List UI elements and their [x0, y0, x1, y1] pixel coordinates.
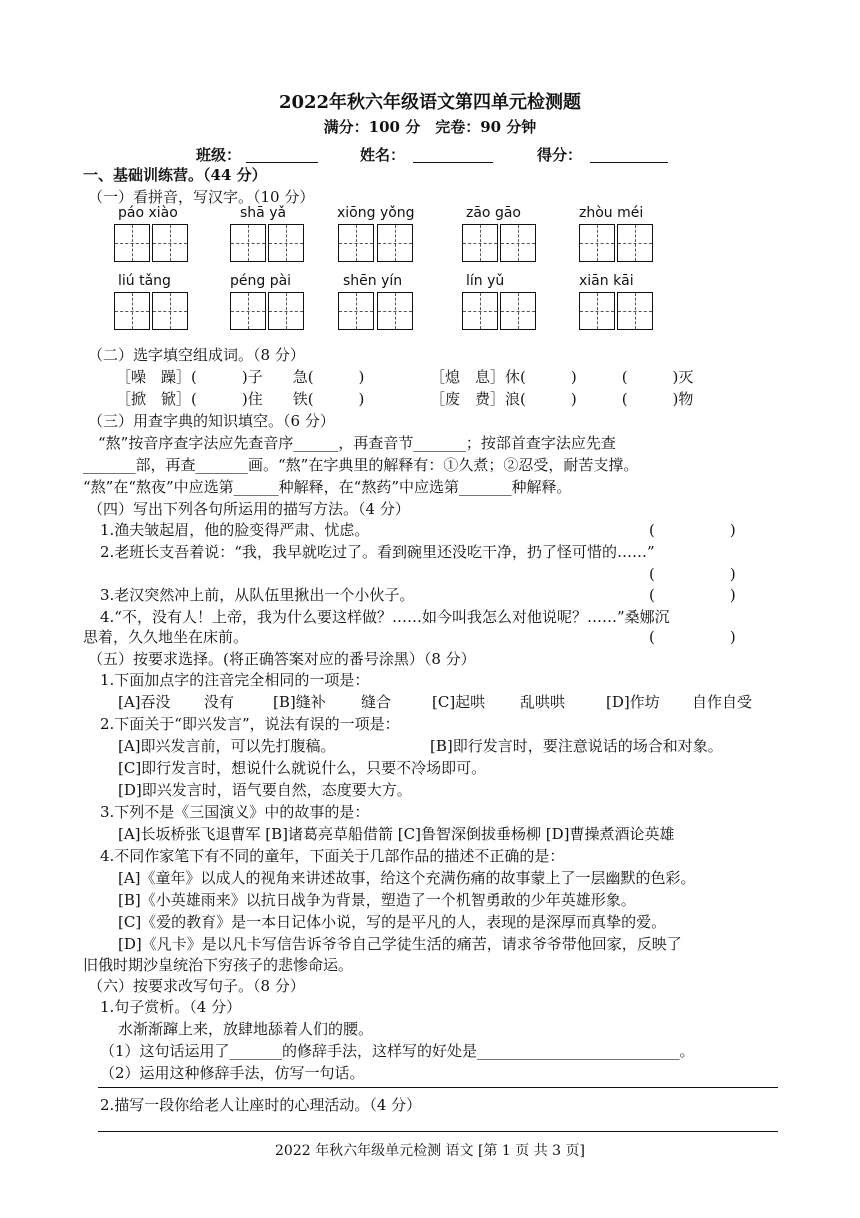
char-box[interactable] [377, 292, 413, 330]
class-field[interactable] [246, 148, 318, 163]
mc-option[interactable]: [B]《小英雄雨来》以抗日战争为背景，塑造了一个机智勇敢的少年英雄形象。 [118, 891, 636, 909]
dictionary-text: _______部，再查_______画。“熬”在字典里的解释有：①久煮；②忍受，耐苦支撑。 [83, 456, 639, 474]
answer-line[interactable] [98, 1087, 778, 1088]
char-box[interactable] [152, 224, 188, 262]
char-box[interactable] [268, 292, 304, 330]
part6-heading: （六）按要求改写句子。（8 分） [88, 977, 305, 995]
part2-heading: （二）选字填空组成词。（8 分） [88, 346, 305, 364]
mc-option-cont: 旧俄时期沙皇统治下穷孩子的悲惨命运。 [83, 956, 354, 974]
mc-option[interactable]: [D]即兴发言时，语气要自然，态度要大方。 [118, 781, 412, 799]
section-heading: 一、基础训练营。（44 分） [83, 166, 267, 184]
mc-option-word: 缝合 [361, 693, 392, 711]
sub-question: 2.描写一段你给老人让座时的心理活动。（4 分） [100, 1096, 422, 1114]
char-box[interactable] [462, 292, 498, 330]
fill-item: ［掀 锨］( )住 铁( ) [116, 390, 365, 408]
answer-parentheses[interactable]: ( ) [649, 628, 736, 646]
mc-option-word: 自作自受 [692, 693, 753, 711]
pinyin-label: xiān kāi [579, 273, 634, 289]
fill-item: ［噪 躁］( )子 急( ) [116, 368, 365, 386]
char-box[interactable] [462, 224, 498, 262]
mc-question: 4.不同作家笔下有不同的童年，下面关于几部作品的描述不正确的是： [100, 847, 565, 865]
char-box[interactable] [152, 292, 188, 330]
char-box[interactable] [377, 224, 413, 262]
part3-heading: （三）用查字典的知识填空。（6 分） [88, 412, 335, 430]
score-label: 得分： [537, 146, 583, 164]
pinyin-label: xiōng yǒng [337, 205, 415, 221]
question-sentence: 1.渔夫皱起眉，他的脸变得严肃、忧虑。 [100, 521, 370, 539]
mc-option[interactable]: [D]《凡卡》是以凡卡写信告诉爷爷自己学徒生活的痛苦，请求爷爷带他回家，反映了 [118, 935, 682, 953]
char-box[interactable] [500, 292, 536, 330]
mc-option[interactable]: [B]即行发言时，要注意说话的场合和对象。 [430, 737, 723, 755]
pinyin-label: liú tǎng [118, 273, 171, 289]
mc-option[interactable]: [A]《童年》以成人的视角来讲述故事，给这个充满伤痛的故事蒙上了一层幽默的色彩。 [118, 869, 696, 887]
mc-option[interactable]: [A]即兴发言前，可以先打腹稿。 [118, 737, 336, 755]
dictionary-text: “熬”在“熬夜”中应选第______种解释，在“熬药”中应选第_______种解释。 [83, 478, 572, 496]
dictionary-text: “熬”按音序查字法应先查音序______，再查音节_______；按部首查字法应先查 [98, 434, 616, 452]
page-footer: 2022 年秋六年级单元检测 语文 [第 1 页 共 3 页] [275, 1143, 585, 1159]
exam-meta: 满分：100 分 完卷：90 分钟 [323, 118, 537, 136]
sub-question: 1.句子赏析。（4 分） [100, 998, 242, 1016]
char-box[interactable] [338, 224, 374, 262]
char-box[interactable] [617, 224, 653, 262]
fill-item: ［废 费］浪( ) ( )物 [430, 390, 694, 408]
char-box[interactable] [114, 292, 150, 330]
answer-parentheses[interactable]: ( ) [649, 586, 736, 604]
mc-option[interactable]: [C]即行发言时，想说什么就说什么，只要不冷场即可。 [118, 759, 487, 777]
char-box[interactable] [338, 292, 374, 330]
sub-question: （2）运用这种修辞手法，仿写一句话。 [100, 1064, 365, 1082]
mc-option[interactable]: [B]缝补 [273, 693, 326, 711]
quoted-sentence: 水渐渐蹿上来，放肆地舔着人们的腰。 [118, 1020, 374, 1038]
char-box[interactable] [617, 292, 653, 330]
name-label: 姓名： [360, 146, 406, 164]
part5-heading: （五）按要求选择。(将正确答案对应的番号涂黑）（8 分） [88, 650, 476, 668]
mc-option[interactable]: [C]《爱的教育》是一本日记体小说，写的是平凡的人，表现的是深厚而真挚的爱。 [118, 913, 667, 931]
mc-option[interactable]: [A]长坂桥张飞退曹军 [B]诸葛亮草船借箭 [C]鲁智深倒拔垂杨柳 [D]曹操煮酒论英雄 [118, 825, 675, 843]
part4-heading: （四）写出下列各句所运用的描写方法。（4 分） [88, 500, 410, 518]
answer-parentheses[interactable]: ( ) [649, 565, 736, 583]
name-field[interactable] [413, 148, 493, 163]
question-sentence: 3.老汉突然冲上前，从队伍里揪出一个小伙子。 [100, 586, 415, 604]
char-box[interactable] [114, 224, 150, 262]
pinyin-label: páo xiào [118, 205, 178, 221]
char-box[interactable] [230, 224, 266, 262]
pinyin-label: shā yǎ [240, 205, 287, 221]
mc-question: 3.下列不是《三国演义》中的故事的是： [100, 803, 370, 821]
class-label: 班级： [196, 146, 242, 164]
mc-option-word: 没有 [204, 693, 235, 711]
answer-line-text[interactable]: （1）这句话运用了_______的修辞手法，这样写的好处是___________________________。 [100, 1042, 695, 1060]
pinyin-label: zhòu méi [579, 205, 644, 221]
mc-question: 1.下面加点字的注音完全相同的一项是： [100, 671, 370, 689]
question-sentence: 2.老班长支吾着说：“我，我早就吃过了。看到碗里还没吃干净，扔了怪可惜的……” [100, 543, 655, 561]
answer-line[interactable] [98, 1131, 778, 1132]
pinyin-label: péng pài [230, 273, 292, 289]
question-sentence: 4.“不，没有人！上帝，我为什么要这样做？……如今叫我怎么对他说呢？……”桑娜沉 [100, 608, 670, 626]
page-title: 2022年秋六年级语文第四单元检测题 [278, 92, 582, 113]
score-field[interactable] [590, 148, 668, 163]
char-box[interactable] [268, 224, 304, 262]
fill-item: ［熄 息］休( ) ( )灭 [430, 368, 694, 386]
char-box[interactable] [579, 224, 615, 262]
mc-option[interactable]: [A]吞没 [118, 693, 171, 711]
pinyin-label: zāo gāo [466, 205, 521, 221]
char-box[interactable] [579, 292, 615, 330]
mc-option[interactable]: [C]起哄 [432, 693, 486, 711]
pinyin-label: shēn yín [343, 273, 403, 289]
mc-question: 2.下面关于“即兴发言”，说法有误的一项是： [100, 715, 400, 733]
pinyin-label: lín yǔ [466, 273, 505, 289]
mc-option-word: 乱哄哄 [520, 693, 566, 711]
question-sentence: 思着，久久地坐在床前。 [83, 628, 249, 646]
answer-parentheses[interactable]: ( ) [649, 521, 736, 539]
mc-option[interactable]: [D]作坊 [606, 693, 660, 711]
char-box[interactable] [500, 224, 536, 262]
char-box[interactable] [230, 292, 266, 330]
part1-heading: （一）看拼音，写汉字。（10 分） [88, 188, 315, 206]
